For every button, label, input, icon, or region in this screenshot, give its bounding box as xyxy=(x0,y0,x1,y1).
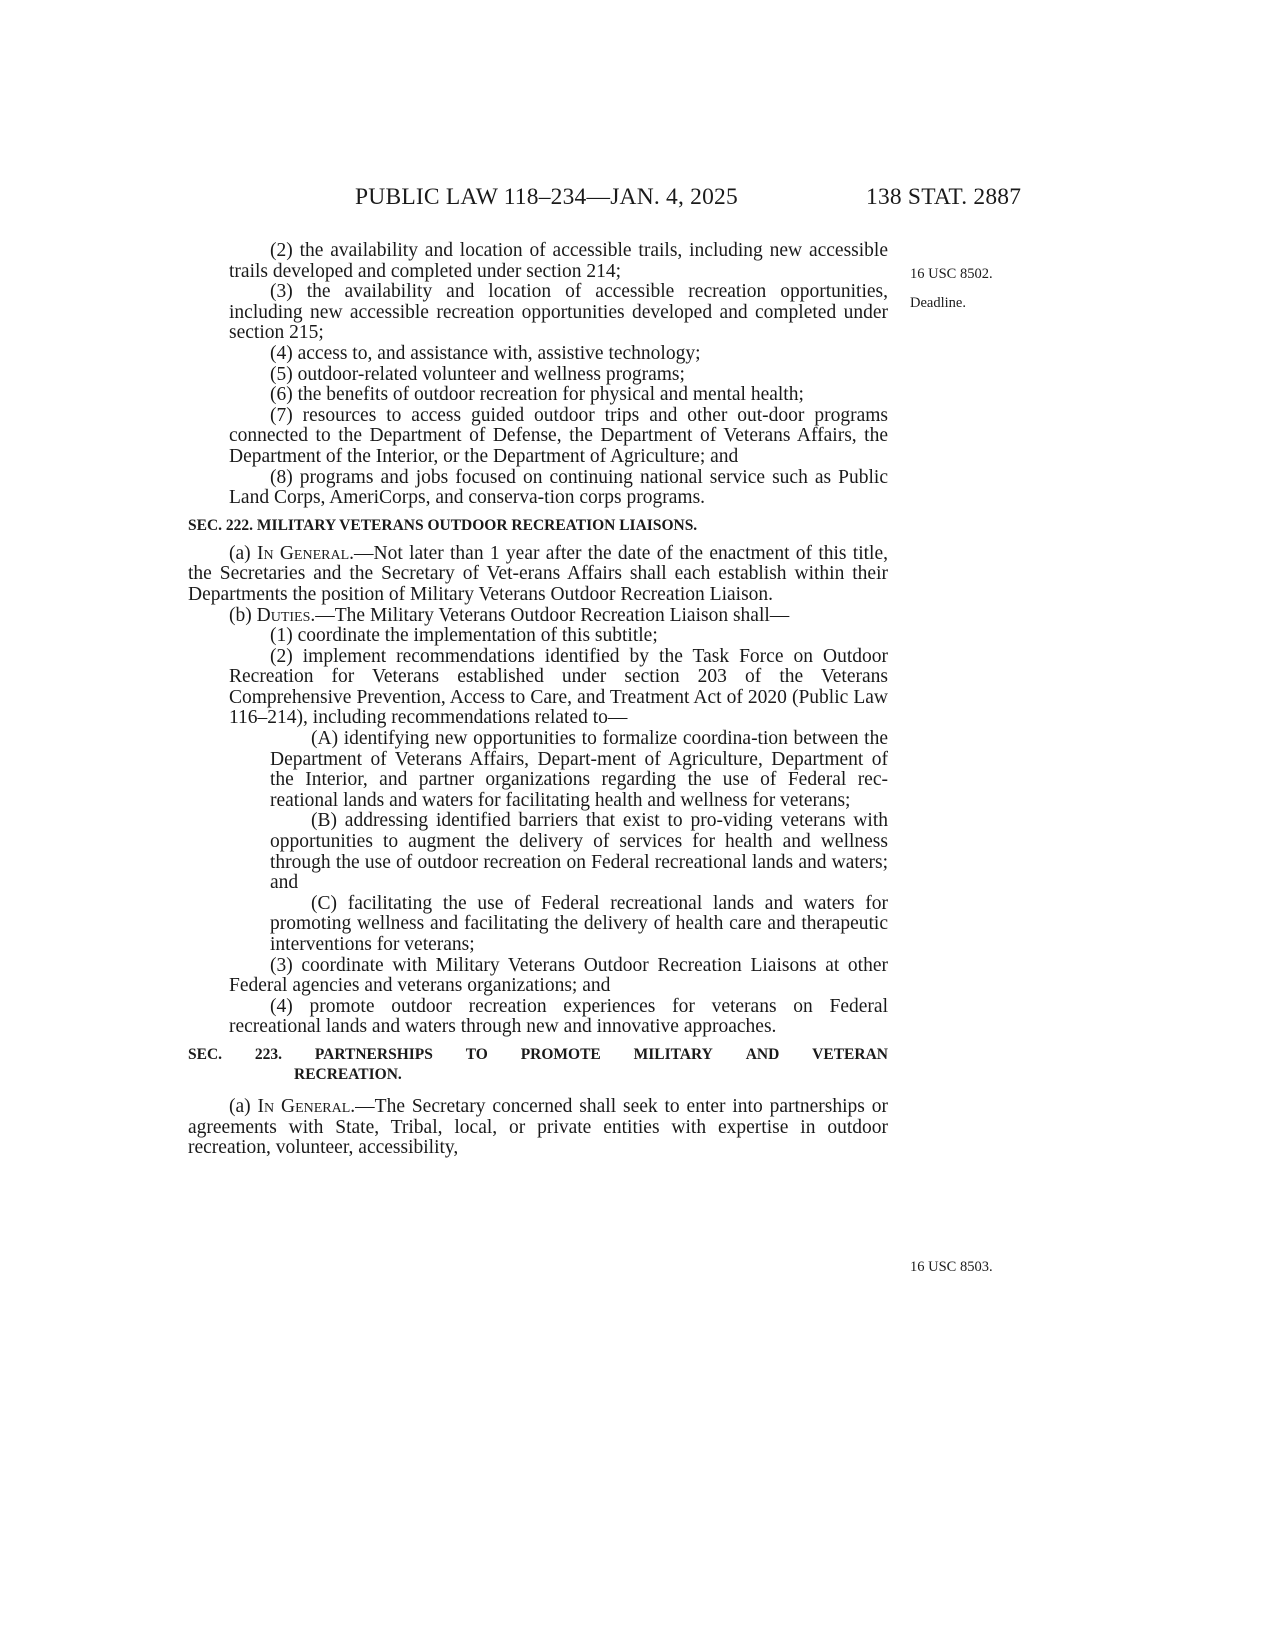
list-item: (5) outdoor-related volunteer and wellness programs; xyxy=(270,363,685,385)
usc-citation-sec223: 16 USC 8503. xyxy=(910,1259,993,1275)
list-item: (7) resources to access guided outdoor trips and other out-door programs connected to the Department of Defense, the Department of Veterans Affairs, the Department of the Interior, or the Department of Agriculture; and xyxy=(229,404,888,467)
sec223-subsection-a-heading: In General xyxy=(257,1095,351,1117)
duty-item-2: (2) implement recommendations identified by the Task Force on Outdoor Recreation for Veterans established under section 203 of the Veterans Comprehensive Prevention, Access to Care, and Treatment Act of 2020 (Public Law 116–214), including recommendations related to— xyxy=(229,645,888,729)
section-223-heading xyxy=(188,1045,888,1085)
duty-item-3: (3) coordinate with Military Veterans Outdoor Recreation Liaisons at other Federal agencies and veterans organizations; and xyxy=(229,954,888,997)
running-head: PUBLIC LAW 118–234—JAN. 4, 2025 xyxy=(355,184,738,210)
duty-item-1: (1) coordinate the implementation of this subtitle; xyxy=(270,625,658,647)
subsection-b-lead: (b) xyxy=(229,604,257,626)
duty-subitem-B: (B) addressing identified barriers that exist to pro-viding veterans with opportunities to augment the delivery of services for health and wellness through the use of outdoor recreation on Federal recreational lands and waters; and xyxy=(270,810,888,894)
sec223-subsection-a-text: .—The Secretary concerned shall seek to enter into partnerships or agreements with State, Tribal, local, or private entities with expertise in outdoor recreation, volunteer, accessibility, xyxy=(188,1095,888,1159)
sec223-subsection-a: (a) In General.—The Secretary concerned shall seek to enter into partnerships or agreements with State, Tribal, local, or private entities with expertise in outdoor recreation, volunteer, accessibility, xyxy=(188,1095,888,1159)
subsection-a-text: .—Not later than 1 year after the date of the enactment of this title, the Secretaries and the Secretary of Vet-erans Affairs shall each establish within their Departments the position of Military Veterans Outdoor Recreation Liaison. xyxy=(188,542,888,605)
usc-citation-sec222: 16 USC 8502. xyxy=(910,266,993,282)
duty-subitem-C: (C) facilitating the use of Federal recreational lands and waters for promoting wellness and facilitating the delivery of health care and therapeutic interventions for veterans; xyxy=(270,892,888,955)
subsection-a-heading: In General xyxy=(256,542,350,564)
section-223-heading-line2: RECREATION. xyxy=(294,1065,402,1083)
page-header xyxy=(0,184,1275,224)
statute-page-number: 138 STAT. 2887 xyxy=(866,184,1022,210)
duty-item-4: (4) promote outdoor recreation experiences for veterans on Federal recreational lands and waters through new and innovative approaches. xyxy=(229,995,888,1038)
subsection-a-lead: (a) xyxy=(229,542,257,564)
subsection-b-heading: Duties xyxy=(256,604,311,626)
body-text xyxy=(188,240,888,1159)
list-item: (3) the availability and location of accessible recreation opportunities, including new accessible recreation opportunities developed and completed under section 215; xyxy=(229,281,888,344)
section-222-heading: SEC. 222. MILITARY VETERANS OUTDOOR RECREATION LIAISONS. xyxy=(188,516,698,534)
subsection-a xyxy=(188,544,888,606)
deadline-note: Deadline. xyxy=(910,295,966,311)
list-item: (2) the availability and location of accessible trails, including new accessible trails developed and completed under section 214; xyxy=(229,240,888,282)
duty-subitem-A: (A) identifying new opportunities to formalize coordina-tion between the Department of Veterans Affairs, Depart-ment of Agriculture, Department of the Interior, and partner organizations regarding the use of Federal rec-reational lands and waters for facilitating health and wellness for veterans; xyxy=(270,728,888,811)
section-223-heading-line1: SEC. 223. PARTNERSHIPS TO PROMOTE MILITARY AND VETERAN xyxy=(188,1045,888,1063)
subsection-b xyxy=(188,606,888,627)
subsection-b-text: .—The Military Veterans Outdoor Recreation Liaison shall— xyxy=(310,604,790,626)
list-item: (8) programs and jobs focused on continuing national service such as Public Land Corps, AmeriCorps, and conserva-tion corps programs. xyxy=(229,466,888,509)
list-item: (6) the benefits of outdoor recreation for physical and mental health; xyxy=(270,384,804,406)
list-item: (4) access to, and assistance with, assistive technology; xyxy=(270,342,701,364)
